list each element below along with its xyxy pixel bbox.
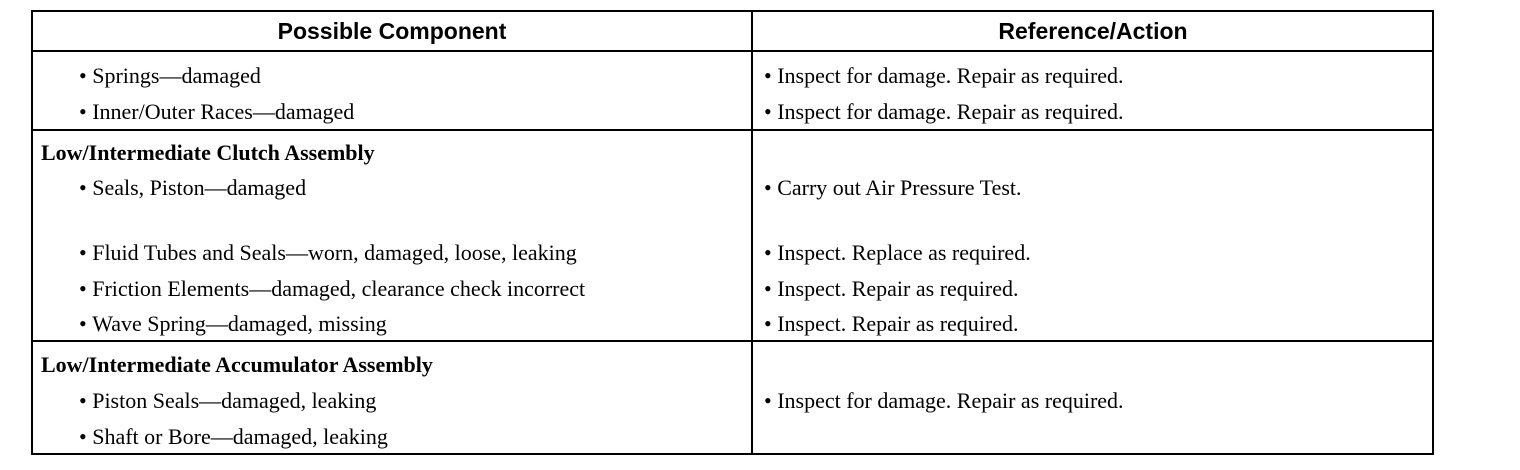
- component-item: • Shaft or Bore—damaged, leaking: [79, 424, 388, 450]
- column-header-action: Reference/Action: [998, 18, 1188, 44]
- component-item: • Seals, Piston—damaged: [79, 175, 306, 201]
- header-divider: [33, 50, 1432, 52]
- section-divider-2: [33, 340, 1432, 342]
- action-item: • Inspect. Repair as required.: [764, 276, 1019, 302]
- action-item: • Inspect. Replace as required.: [764, 240, 1031, 266]
- action-item: • Inspect for damage. Repair as required.: [764, 388, 1124, 414]
- component-item: • Fluid Tubes and Seals—worn, damaged, loose, leaking: [79, 240, 577, 266]
- action-item: • Inspect for damage. Repair as required.: [764, 99, 1124, 125]
- action-item: • Inspect for damage. Repair as required.: [764, 63, 1124, 89]
- diagnosis-table: [31, 10, 1434, 455]
- component-item: • Inner/Outer Races—damaged: [79, 99, 354, 125]
- component-item: • Piston Seals—damaged, leaking: [79, 388, 376, 414]
- section-divider-1: [33, 129, 1432, 131]
- action-item: • Carry out Air Pressure Test.: [764, 175, 1022, 201]
- column-header-component: Possible Component: [277, 18, 507, 44]
- component-item: • Springs—damaged: [79, 63, 261, 89]
- section-title: Low/Intermediate Accumulator Assembly: [41, 352, 433, 377]
- section-title: Low/Intermediate Clutch Assembly: [41, 140, 375, 165]
- component-item: • Friction Elements—damaged, clearance check incorrect: [79, 276, 585, 302]
- column-divider: [751, 12, 753, 453]
- component-item: • Wave Spring—damaged, missing: [79, 311, 387, 337]
- action-item: • Inspect. Repair as required.: [764, 311, 1019, 337]
